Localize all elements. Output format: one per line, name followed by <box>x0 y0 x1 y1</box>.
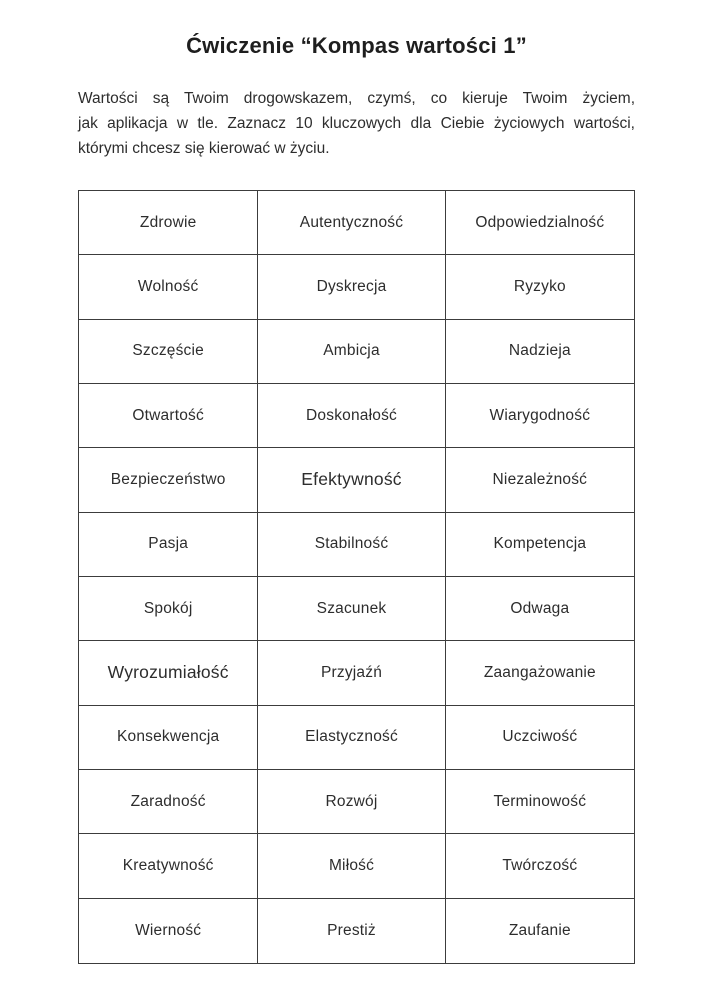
value-cell[interactable] <box>79 770 258 834</box>
value-label: Elastyczność <box>305 728 398 746</box>
value-label: Rozwój <box>325 792 378 810</box>
value-label: Szczęście <box>132 342 204 360</box>
value-cell[interactable] <box>79 255 258 319</box>
value-cell[interactable] <box>446 448 634 512</box>
value-label: Szacunek <box>316 599 387 617</box>
value-label: Odwaga <box>510 599 570 617</box>
value-label: Prestiż <box>327 921 376 939</box>
value-cell[interactable] <box>446 899 634 963</box>
value-cell[interactable] <box>446 384 634 448</box>
value-label: Kreatywność <box>122 856 214 874</box>
value-label: Niezależność <box>492 470 588 488</box>
value-cell[interactable] <box>258 899 445 963</box>
value-cell[interactable] <box>446 706 634 770</box>
value-label: Bezpieczeństwo <box>110 470 226 488</box>
value-label: Wyrozumiałość <box>107 662 229 683</box>
value-cell[interactable] <box>258 513 445 577</box>
value-label: Zaradność <box>130 792 206 810</box>
value-cell[interactable] <box>446 191 634 255</box>
value-cell[interactable] <box>79 641 258 705</box>
value-label: Stabilność <box>314 535 389 553</box>
value-label: Twórczość <box>502 856 578 874</box>
value-cell[interactable] <box>258 255 445 319</box>
value-label: Nadzieja <box>508 342 571 360</box>
value-cell[interactable] <box>79 577 258 641</box>
value-label: Efektywność <box>301 469 402 490</box>
value-label: Zdrowie <box>139 213 197 231</box>
value-cell[interactable] <box>258 448 445 512</box>
intro-line: którymi chcesz się kierować w życiu. <box>78 140 330 157</box>
value-cell[interactable] <box>258 191 445 255</box>
value-cell[interactable] <box>79 834 258 898</box>
value-label: Miłość <box>328 856 375 874</box>
value-cell[interactable] <box>258 320 445 384</box>
value-label: Wolność <box>137 277 199 295</box>
value-label: Zaangażowanie <box>483 663 596 681</box>
worksheet-content <box>78 33 635 964</box>
value-label: Autentyczność <box>299 213 404 231</box>
value-cell[interactable] <box>446 641 634 705</box>
value-cell[interactable] <box>258 577 445 641</box>
value-label: Otwartość <box>132 406 204 424</box>
value-cell[interactable] <box>258 770 445 834</box>
intro-line: jak aplikacja w tle. Zaznacz 10 kluczowych dla Ciebie życiowych wartości, <box>78 115 635 132</box>
value-cell[interactable] <box>446 513 634 577</box>
value-cell[interactable] <box>79 320 258 384</box>
value-label: Doskonałość <box>306 406 397 424</box>
value-label: Ryzyko <box>513 277 566 295</box>
value-cell[interactable] <box>446 320 634 384</box>
value-label: Odpowiedzialność <box>475 213 605 231</box>
value-cell[interactable] <box>79 448 258 512</box>
intro-line: Wartości są Twoim drogowskazem, czymś, co kieruje Twoim życiem, <box>78 90 635 107</box>
value-label: Pasja <box>148 535 189 553</box>
value-cell[interactable] <box>258 706 445 770</box>
value-cell[interactable] <box>258 641 445 705</box>
values-table <box>78 190 635 964</box>
value-label: Wierność <box>135 921 202 939</box>
value-cell[interactable] <box>258 384 445 448</box>
value-cell[interactable] <box>79 384 258 448</box>
page-title: Ćwiczenie “Kompas wartości 1” <box>186 33 527 58</box>
value-cell[interactable] <box>446 834 634 898</box>
value-cell[interactable] <box>79 706 258 770</box>
value-label: Zaufanie <box>508 921 571 939</box>
value-cell[interactable] <box>258 834 445 898</box>
value-cell[interactable] <box>79 513 258 577</box>
value-label: Spokój <box>143 599 193 617</box>
value-label: Wiarygodność <box>489 406 591 424</box>
intro-paragraph <box>78 86 635 161</box>
value-label: Uczciwość <box>502 728 578 746</box>
value-cell[interactable] <box>79 191 258 255</box>
value-cell[interactable] <box>446 255 634 319</box>
value-label: Przyjaźń <box>320 663 383 681</box>
value-label: Terminowość <box>493 792 587 810</box>
value-cell[interactable] <box>446 770 634 834</box>
value-label: Dyskrecja <box>316 277 387 295</box>
value-label: Kompetencja <box>493 535 587 553</box>
value-cell[interactable] <box>79 899 258 963</box>
value-label: Konsekwencja <box>116 728 220 746</box>
value-cell[interactable] <box>446 577 634 641</box>
value-label: Ambicja <box>323 342 380 360</box>
